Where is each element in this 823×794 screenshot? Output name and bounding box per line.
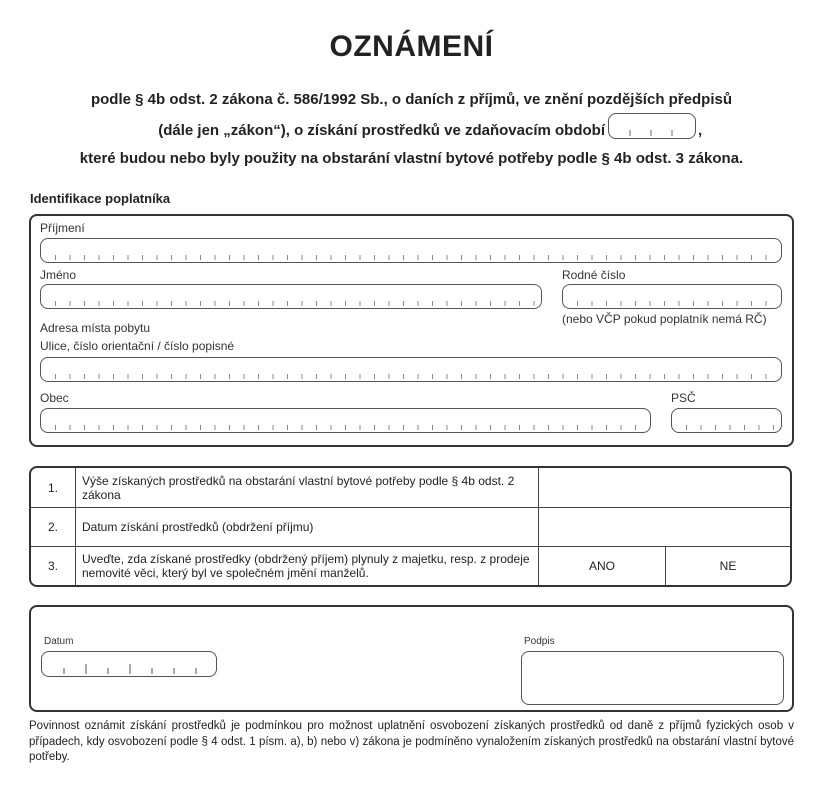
firstname-ticks [41,285,541,308]
identification-title: Identifikace poplatníka [30,191,171,206]
date-ticks [42,652,216,676]
page-title: OZNÁMENÍ [329,30,494,63]
row-3-text: Uveďte, zda získané prostředky (obdržený příjem) plynuly z majetku, resp. z prodeje nemovité věci, který byl ve společném jmění manželů. [76,547,539,585]
header-line-2 [0,113,823,139]
surname-label: Příjmení [40,221,85,235]
no-option[interactable]: NE [719,559,737,573]
signature-field[interactable] [521,651,784,705]
surname-field[interactable] [40,238,782,263]
row-2-number: 2. [31,508,76,547]
tax-period-ticks [609,114,695,138]
declaration-table [29,466,792,587]
signature-label: Podpis [524,636,555,647]
address-label: Adresa místa pobytu [40,321,151,335]
table-row [31,468,790,508]
signature-box [29,605,794,712]
birth-number-label: Rodné číslo [562,268,626,282]
birth-number-ticks [563,285,781,308]
surname-ticks [41,239,781,262]
row-2-value-cell[interactable] [539,508,790,547]
row-2-text: Datum získání prostředků (obdržení příjmu) [76,508,539,547]
header-line-3: které budou nebo byly použity na obstarání vlastní bytové potřeby podle § 4b odst. 3 zákona. [79,150,744,167]
city-ticks [41,409,650,432]
footer-note: Povinnost oznámit získání prostředků je podmínkou pro možnost uplatnění osvobození získaných prostředků od daně z příjmů fyzických osob v případech, kdy osvobození podle § 4 odst. 1 písm. a), b) nebo v) zákona je podmíněno vynaložením získaných prostředků na obstarání vlastní bytové potřeby. [29,720,794,763]
zip-ticks [672,409,781,432]
zip-label: PSČ [671,391,696,405]
header-line-2-comma: , [698,122,703,139]
table-row [31,508,790,547]
yes-option[interactable]: ANO [539,547,666,585]
street-label: Ulice, číslo orientační / číslo popisné [40,339,235,353]
row-1-value-cell[interactable] [539,468,790,508]
date-field[interactable] [41,651,217,677]
zip-field[interactable] [671,408,782,433]
header-line-1: podle § 4b odst. 2 zákona č. 586/1992 Sb., o daních z příjmů, ve znění pozdějších předpisů [90,91,732,108]
city-label: Obec [40,391,69,405]
identification-box [29,214,794,447]
row-1-number: 1. [31,468,76,508]
firstname-field[interactable] [40,284,542,309]
birth-number-note: (nebo VČP pokud poplatník nemá RČ) [562,312,767,326]
row-1-text: Výše získaných prostředků na obstarání vlastní bytové potřeby podle § 4b odst. 2 zákona [76,468,539,508]
header-line-2-text: (dále jen „zákon“), o získání prostředků ve zdaňovacím období [158,122,605,139]
street-field[interactable] [40,357,782,382]
tax-period-field[interactable] [608,113,696,139]
city-field[interactable] [40,408,651,433]
date-label: Datum [44,636,74,647]
firstname-label: Jméno [40,268,77,282]
street-ticks [41,358,781,381]
birth-number-field[interactable] [562,284,782,309]
row-3-number: 3. [31,547,76,585]
table-row [31,547,790,585]
